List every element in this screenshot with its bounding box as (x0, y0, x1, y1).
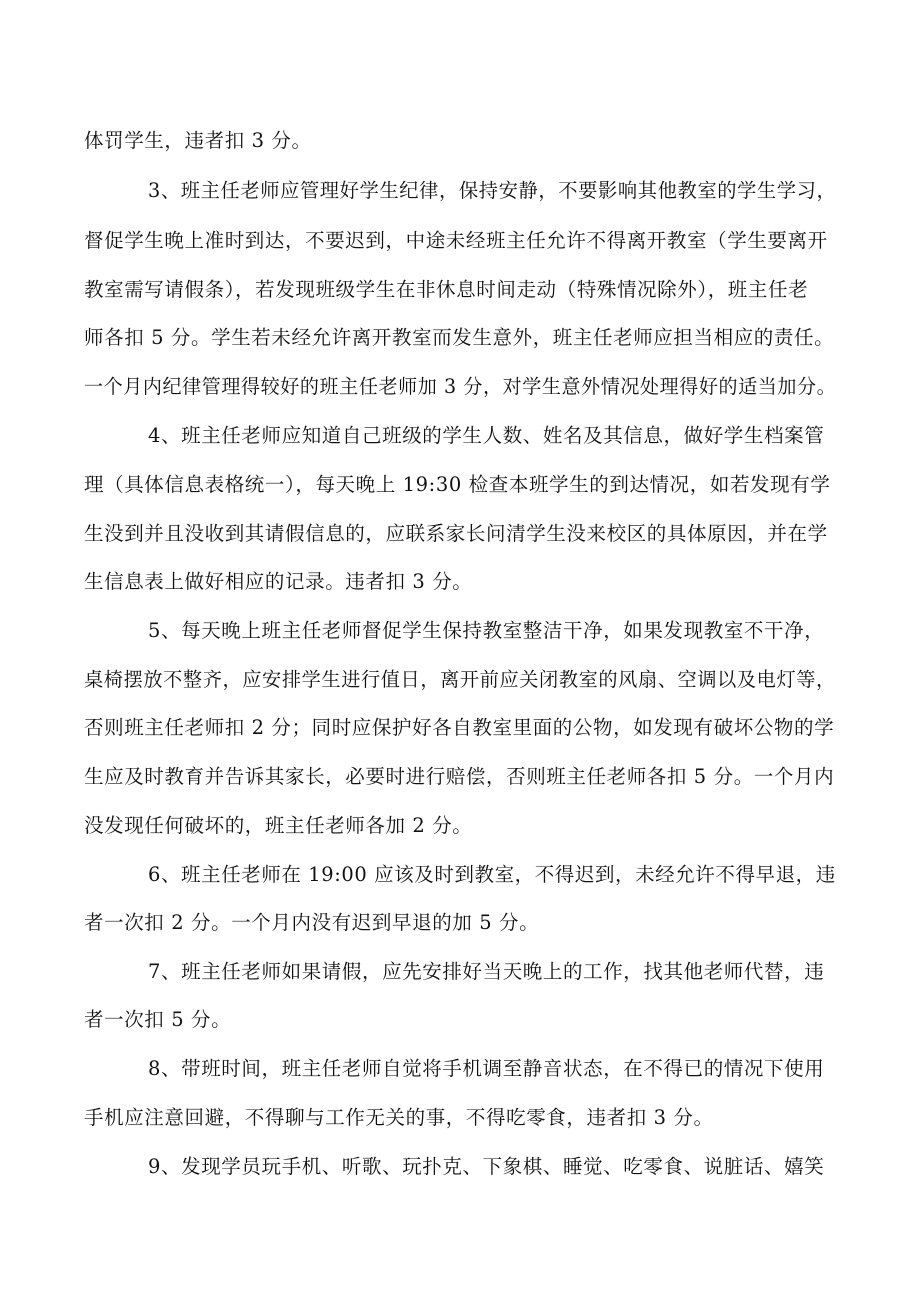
text-line: 师各扣 5 分。学生若未经允许离开教室而发生意外，班主任老师应担当相应的责任。 (84, 326, 835, 349)
text-line: 9、发现学员玩手机、听歌、玩扑克、下象棋、睡觉、吃零食、说脏话、嬉笑 (148, 1155, 825, 1178)
text-line: 者一次扣 2 分。一个月内没有迟到早退的加 5 分。 (84, 911, 540, 934)
text-line: 生信息表上做好相应的记录。违者扣 3 分。 (84, 570, 473, 593)
text-line: 督促学生晚上准时到达，不要迟到，中途未经班主任允许不得离开教室（学生要离开 (84, 229, 828, 252)
text-line: 没发现任何破坏的，班主任老师各加 2 分。 (84, 814, 473, 837)
text-line: 理（具体信息表格统一），每天晚上 19:30 检查本班学生的到达情况，如若发现有学 (84, 473, 831, 496)
text-line: 教室需写请假条），若发现班级学生在非休息时间走动（特殊情况除外），班主任老 (84, 278, 809, 301)
text-line: 8、带班时间，班主任老师自觉将手机调至静音状态，在不得已的情况下使用 (148, 1057, 825, 1080)
text-line: 5、每天晚上班主任老师督促学生保持教室整洁干净，如果发现教室不干净， (148, 619, 825, 642)
text-line: 手机应注意回避，不得聊与工作无关的事，不得吃零食，违者扣 3 分。 (84, 1106, 714, 1129)
text-line: 体罚学生，违者扣 3 分。 (84, 129, 312, 152)
text-line: 一个月内纪律管理得较好的班主任老师加 3 分，对学生意外情况处理得好的适当加分。 (84, 375, 837, 398)
text-line: 桌椅摆放不整齐，应安排学生进行值日，离开前应关闭教室的风扇、空调以及电灯等， (84, 668, 836, 691)
text-line: 7、班主任老师如果请假，应先安排好当天晚上的工作，找其他老师代替，违 (148, 960, 825, 983)
text-line: 否则班主任老师扣 2 分；同时应保护好各自教室里面的公物，如发现有破坏公物的学 (84, 716, 835, 739)
text-line: 生没到并且没收到其请假信息的，应联系家长问清学生没来校区的具体原因，并在学 (84, 522, 828, 545)
text-line: 4、班主任老师应知道自己班级的学生人数、姓名及其信息，做好学生档案管 (148, 424, 825, 447)
text-line: 生应及时教育并告诉其家长，必要时进行赔偿，否则班主任老师各扣 5 分。一个月内 (84, 765, 835, 788)
text-line: 6、班主任老师在 19:00 应该及时到教室，不得迟到，未经允许不得早退，违 (148, 863, 836, 886)
text-line: 者一次扣 5 分。 (84, 1008, 232, 1031)
text-line: 3、班主任老师应管理好学生纪律，保持安静，不要影响其他教室的学生学习， (148, 179, 837, 202)
